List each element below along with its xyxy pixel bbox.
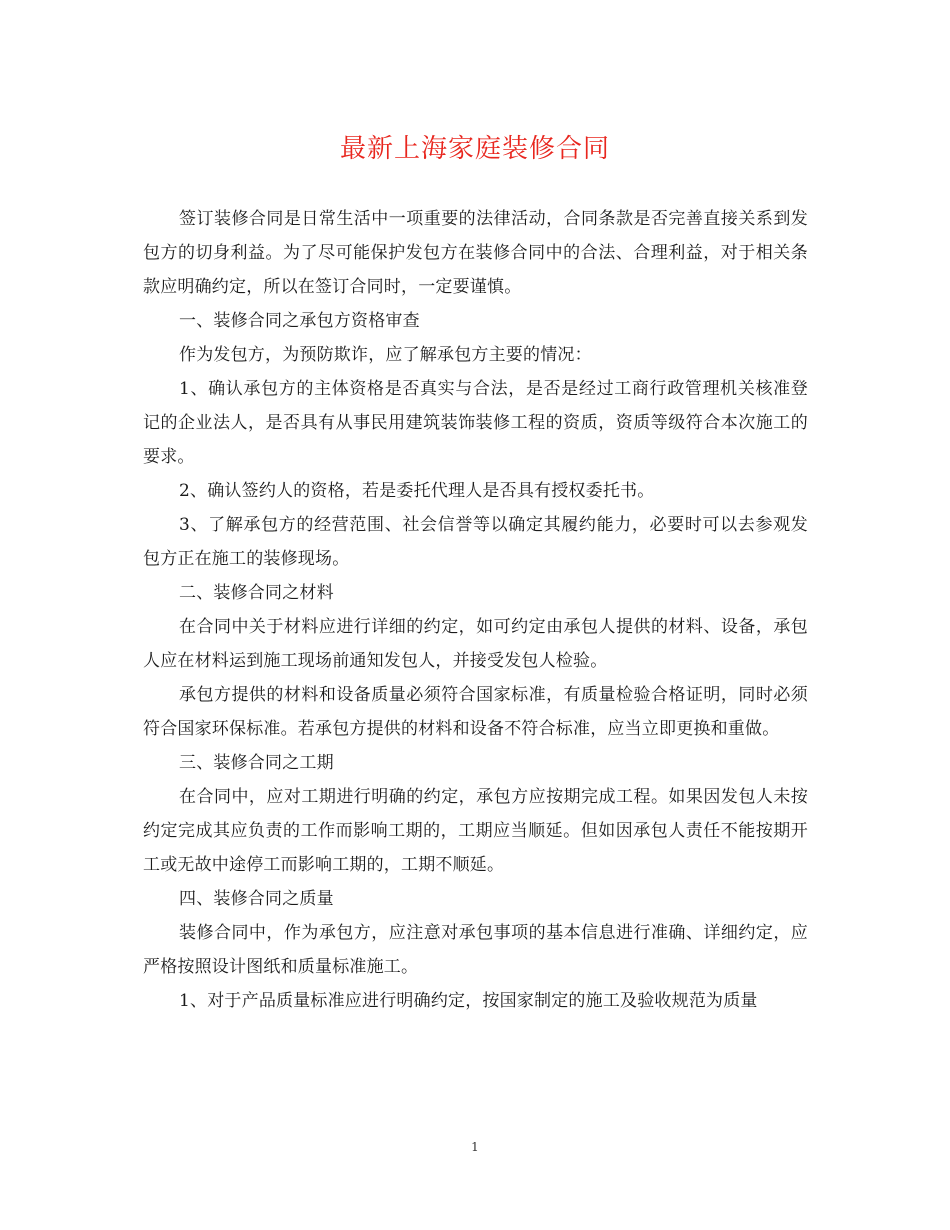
document-title: 最新上海家庭装修合同 [339, 134, 610, 164]
section-heading: 二、装修合同之材料 [179, 583, 334, 603]
list-item: 2、确认签约人的资格，若是委托代理人是否具有授权委托书。 [179, 481, 655, 501]
list-item: 1、确认承包方的主体资格是否真实与合法，是否是经过工商行政管理机关核准登记的企业法人，是否具有从事民用建筑装饰装修工程的资质，资质等级符合本次施工的要求。 [143, 379, 808, 467]
paragraph: 装修合同中，作为承包方，应注意对承包事项的基本信息进行准确、详细约定，应严格按照设计图纸和质量标准施工。 [143, 923, 808, 977]
list-item: 3、了解承包方的经营范围、社会信誉等以确定其履约能力，必要时可以去参观发包方正在施工的装修现场。 [143, 515, 808, 569]
paragraph: 签订装修合同是日常生活中一项重要的法律活动，合同条款是否完善直接关系到发包方的切身利益。为了尽可能保护发包方在装修合同中的合法、合理利益，对于相关条款应明确约定，所以在签订合同时，一定要谨慎。 [143, 209, 808, 297]
paragraph: 在合同中关于材料应进行详细的约定，如可约定由承包人提供的材料、设备，承包人应在材料运到施工现场前通知发包人，并接受发包人检验。 [143, 617, 808, 671]
paragraph: 承包方提供的材料和设备质量必须符合国家标准，有质量检验合格证明，同时必须符合国家环保标准。若承包方提供的材料和设备不符合标准，应当立即更换和重做。 [143, 685, 808, 739]
section-heading: 一、装修合同之承包方资格审查 [179, 311, 420, 331]
paragraph: 在合同中，应对工期进行明确的约定，承包方应按期完成工程。如果因发包人未按约定完成其应负责的工作而影响工期的，工期应当顺延。但如因承包人责任不能按期开工或无故中途停工而影响工期的，工期不顺延。 [143, 787, 808, 875]
paragraph: 作为发包方，为预防欺诈，应了解承包方主要的情况： [179, 345, 592, 365]
page-number: 1 [471, 1140, 479, 1154]
section-heading: 四、装修合同之质量 [179, 889, 334, 909]
document-body [143, 202, 808, 1018]
section-heading: 三、装修合同之工期 [179, 753, 334, 773]
list-item: 1、对于产品质量标准应进行明确约定，按国家制定的施工及验收规范为质量 [179, 991, 758, 1011]
